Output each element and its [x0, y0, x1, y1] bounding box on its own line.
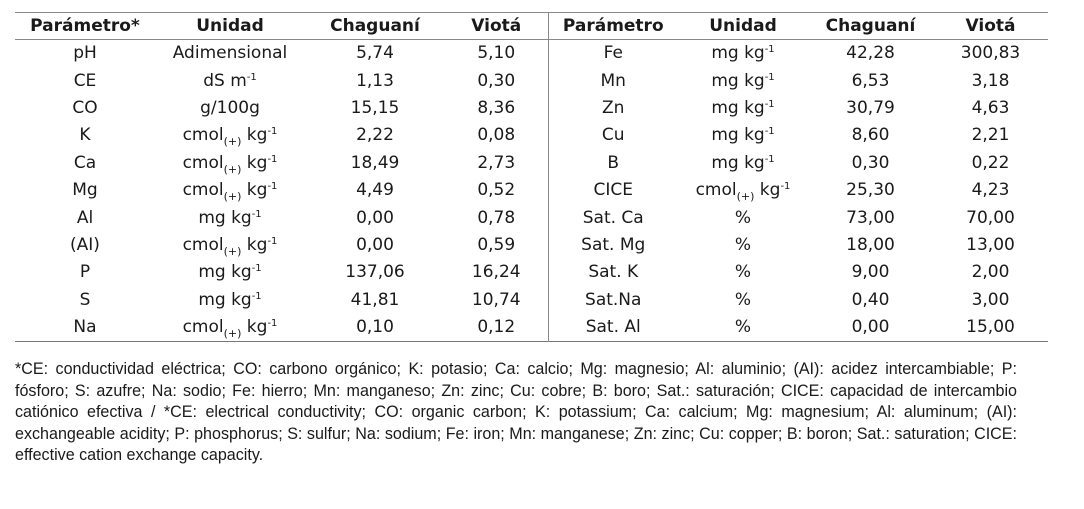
viota-cell: 0,22 — [971, 152, 1010, 173]
unit-sup: -1 — [764, 153, 775, 165]
header-chaguani-right: Chaguaní — [808, 13, 933, 40]
unit-base: mg kg — [711, 97, 765, 118]
unit-cell — [155, 95, 305, 122]
chaguani-cell: 42,28 — [846, 43, 895, 64]
param-cell: P — [79, 262, 91, 283]
unit-cell — [678, 40, 808, 68]
unit-cell — [155, 177, 305, 204]
chaguani-cell: 0,30 — [851, 152, 890, 173]
unit-sub: (+) — [223, 327, 242, 341]
table-row — [15, 122, 1048, 149]
unit-base: cmol — [182, 125, 224, 146]
chaguani-cell: 2,22 — [356, 125, 394, 146]
header-parameter-right: Parámetro — [548, 13, 678, 40]
header-parameter-left: Parámetro* — [15, 13, 155, 40]
param-cell: Sat. Ca — [548, 204, 678, 231]
header-viota-left: Viotá — [445, 13, 548, 40]
unit-tail: kg — [241, 152, 268, 173]
unit-base: mg kg — [711, 43, 765, 64]
param-cell: Cu — [548, 122, 678, 149]
unit-base: cmol — [182, 180, 224, 201]
viota-cell: 3,00 — [971, 289, 1010, 310]
unit-cell — [678, 122, 808, 149]
unit-sup: -1 — [251, 263, 262, 275]
viota-cell: 0,12 — [477, 317, 516, 338]
unit-cell — [678, 150, 808, 177]
chaguani-cell: 0,00 — [356, 234, 394, 255]
param-cell: Mn — [548, 67, 678, 94]
param-cell: Ca — [73, 152, 97, 173]
chaguani-cell: 18,49 — [350, 152, 400, 173]
unit-sub: (+) — [736, 190, 755, 204]
header-unit-left: Unidad — [155, 13, 305, 40]
unit-sup: -1 — [267, 126, 278, 138]
unit-cell — [678, 67, 808, 94]
unit-base: cmol — [182, 317, 224, 338]
viota-cell: 2,21 — [971, 125, 1010, 146]
chaguani-cell: 6,53 — [851, 70, 890, 91]
chaguani-cell: 1,13 — [356, 70, 394, 91]
unit-base: mg kg — [198, 289, 252, 310]
param-cell: (AI) — [70, 234, 100, 255]
param-cell: Al — [76, 207, 94, 228]
chaguani-cell: 18,00 — [846, 234, 895, 255]
viota-cell: 70,00 — [966, 207, 1015, 228]
unit-sub: (+) — [223, 135, 242, 149]
param-cell: Mg — [72, 180, 98, 201]
unit-sup: -1 — [764, 44, 775, 56]
param-cell: Sat. Al — [548, 314, 678, 342]
unit-sup: -1 — [764, 71, 775, 83]
param-cell: CICE — [548, 177, 678, 204]
viota-cell: 3,18 — [971, 70, 1010, 91]
table-row — [15, 40, 1048, 68]
unit-base: % — [734, 317, 752, 338]
unit-sup: -1 — [764, 98, 775, 110]
unit-sup: -1 — [246, 71, 257, 83]
unit-cell — [155, 259, 305, 286]
unit-cell — [155, 40, 305, 68]
unit-cell — [678, 314, 808, 342]
unit-tail: kg — [241, 125, 268, 146]
unit-base: % — [734, 207, 752, 228]
viota-cell: 16,24 — [471, 262, 521, 283]
viota-cell: 0,08 — [477, 125, 516, 146]
unit-cell — [155, 122, 305, 149]
unit-base: mg kg — [198, 207, 252, 228]
unit-cell — [155, 67, 305, 94]
param-cell: CO — [72, 97, 98, 118]
param-cell: B — [548, 150, 678, 177]
chaguani-cell: 73,00 — [846, 207, 895, 228]
unit-base: mg kg — [711, 70, 765, 91]
chaguani-cell: 0,00 — [356, 207, 394, 228]
param-cell: Zn — [548, 95, 678, 122]
unit-sub: (+) — [223, 162, 242, 176]
table-row — [15, 204, 1048, 231]
unit-tail: kg — [754, 180, 781, 201]
unit-base: mg kg — [711, 125, 765, 146]
viota-cell: 15,00 — [966, 317, 1015, 338]
table-row — [15, 287, 1048, 314]
unit-cell — [678, 259, 808, 286]
param-cell: K — [79, 125, 91, 146]
unit-base: mg kg — [198, 262, 252, 283]
viota-cell: 0,59 — [477, 234, 516, 255]
chaguani-cell: 9,00 — [851, 262, 890, 283]
header-unit-right: Unidad — [678, 13, 808, 40]
param-cell: Na — [73, 317, 97, 338]
unit-tail: kg — [241, 317, 268, 338]
unit-cell — [678, 204, 808, 231]
header-chaguani-left: Chaguaní — [305, 13, 445, 40]
table-row — [15, 150, 1048, 177]
soil-parameters-table — [15, 12, 1048, 342]
table-row — [15, 67, 1048, 94]
table-header-row — [15, 13, 1048, 40]
chaguani-cell: 0,00 — [851, 317, 890, 338]
unit-cell — [155, 204, 305, 231]
unit-sup: -1 — [267, 235, 278, 247]
unit-tail: kg — [241, 180, 268, 201]
viota-cell: 8,36 — [477, 97, 516, 118]
unit-base: cmol — [182, 234, 224, 255]
unit-cell — [155, 287, 305, 314]
viota-cell: 5,10 — [477, 43, 516, 64]
unit-base: g/100g — [200, 97, 260, 118]
param-cell: pH — [73, 43, 97, 64]
unit-sub: (+) — [223, 244, 242, 258]
viota-cell: 2,00 — [971, 262, 1010, 283]
unit-sup: -1 — [764, 126, 775, 138]
unit-sup: -1 — [780, 181, 791, 193]
unit-base: Adimensional — [172, 43, 288, 64]
unit-sub: (+) — [223, 190, 242, 204]
chaguani-cell: 0,10 — [356, 317, 394, 338]
unit-sup: -1 — [267, 318, 278, 330]
param-cell: S — [79, 289, 91, 310]
viota-cell: 0,78 — [477, 207, 516, 228]
unit-cell — [155, 314, 305, 342]
unit-sup: -1 — [251, 290, 262, 302]
table-row — [15, 314, 1048, 342]
chaguani-cell: 0,40 — [851, 289, 890, 310]
table-row — [15, 95, 1048, 122]
viota-cell: 0,30 — [477, 70, 516, 91]
table-row — [15, 259, 1048, 286]
table-row — [15, 177, 1048, 204]
param-cell: CE — [73, 70, 97, 91]
viota-cell: 4,23 — [971, 180, 1010, 201]
chaguani-cell: 15,15 — [350, 97, 400, 118]
unit-cell — [155, 150, 305, 177]
unit-cell — [678, 177, 808, 204]
unit-base: cmol — [695, 180, 737, 201]
unit-base: mg kg — [711, 152, 765, 173]
unit-sup: -1 — [267, 153, 278, 165]
unit-base: % — [734, 234, 752, 255]
unit-base: dS m — [203, 70, 247, 91]
chaguani-cell: 25,30 — [846, 180, 895, 201]
chaguani-cell: 4,49 — [356, 180, 394, 201]
unit-cell — [155, 232, 305, 259]
header-viota-right: Viotá — [933, 13, 1048, 40]
chaguani-cell: 30,79 — [846, 97, 895, 118]
unit-sup: -1 — [267, 181, 278, 193]
viota-cell: 4,63 — [971, 97, 1010, 118]
unit-cell — [678, 95, 808, 122]
chaguani-cell: 5,74 — [356, 43, 394, 64]
unit-base: % — [734, 262, 752, 283]
unit-cell — [678, 287, 808, 314]
unit-cell — [678, 232, 808, 259]
viota-cell: 300,83 — [960, 43, 1021, 64]
table-footnote: *CE: conductividad eléctrica; CO: carbono orgánico; K: potasio; Ca: calcio; Mg: magnesio; Al: aluminio; (AI): acidez intercambiable; P: fósforo; S: azufre; Na: sodio; Fe: hierro; Mn: manganeso; Zn: zinc; Cu: cobre; B: boro; Sat.: saturación; CICE: capacidad de intercambio catiónico efectiva / *CE: electrical conductivity; CO: organic carbon; K: potassium; Ca: calcium; Mg: magnesium; Al: aluminum; (AI): exchangeable acidity; P: phosphorus; S: sulfur; Na: sodium; Fe: iron; Mn: manganese; Zn: zinc; Cu: copper; B: boron; Sat.: saturation; CICE: effective cation exchange capacity. — [15, 359, 1018, 464]
unit-tail: kg — [241, 234, 268, 255]
table-row — [15, 232, 1048, 259]
unit-base: cmol — [182, 152, 224, 173]
unit-sup: -1 — [251, 208, 262, 220]
viota-cell: 13,00 — [966, 234, 1015, 255]
viota-cell: 0,52 — [477, 180, 516, 201]
param-cell: Sat.Na — [548, 287, 678, 314]
chaguani-cell: 137,06 — [345, 262, 405, 283]
chaguani-cell: 41,81 — [350, 289, 400, 310]
param-cell: Fe — [548, 40, 678, 68]
param-cell: Sat. Mg — [548, 232, 678, 259]
param-cell: Sat. K — [548, 259, 678, 286]
viota-cell: 10,74 — [471, 289, 521, 310]
unit-base: % — [734, 289, 752, 310]
viota-cell: 2,73 — [477, 152, 516, 173]
chaguani-cell: 8,60 — [851, 125, 890, 146]
